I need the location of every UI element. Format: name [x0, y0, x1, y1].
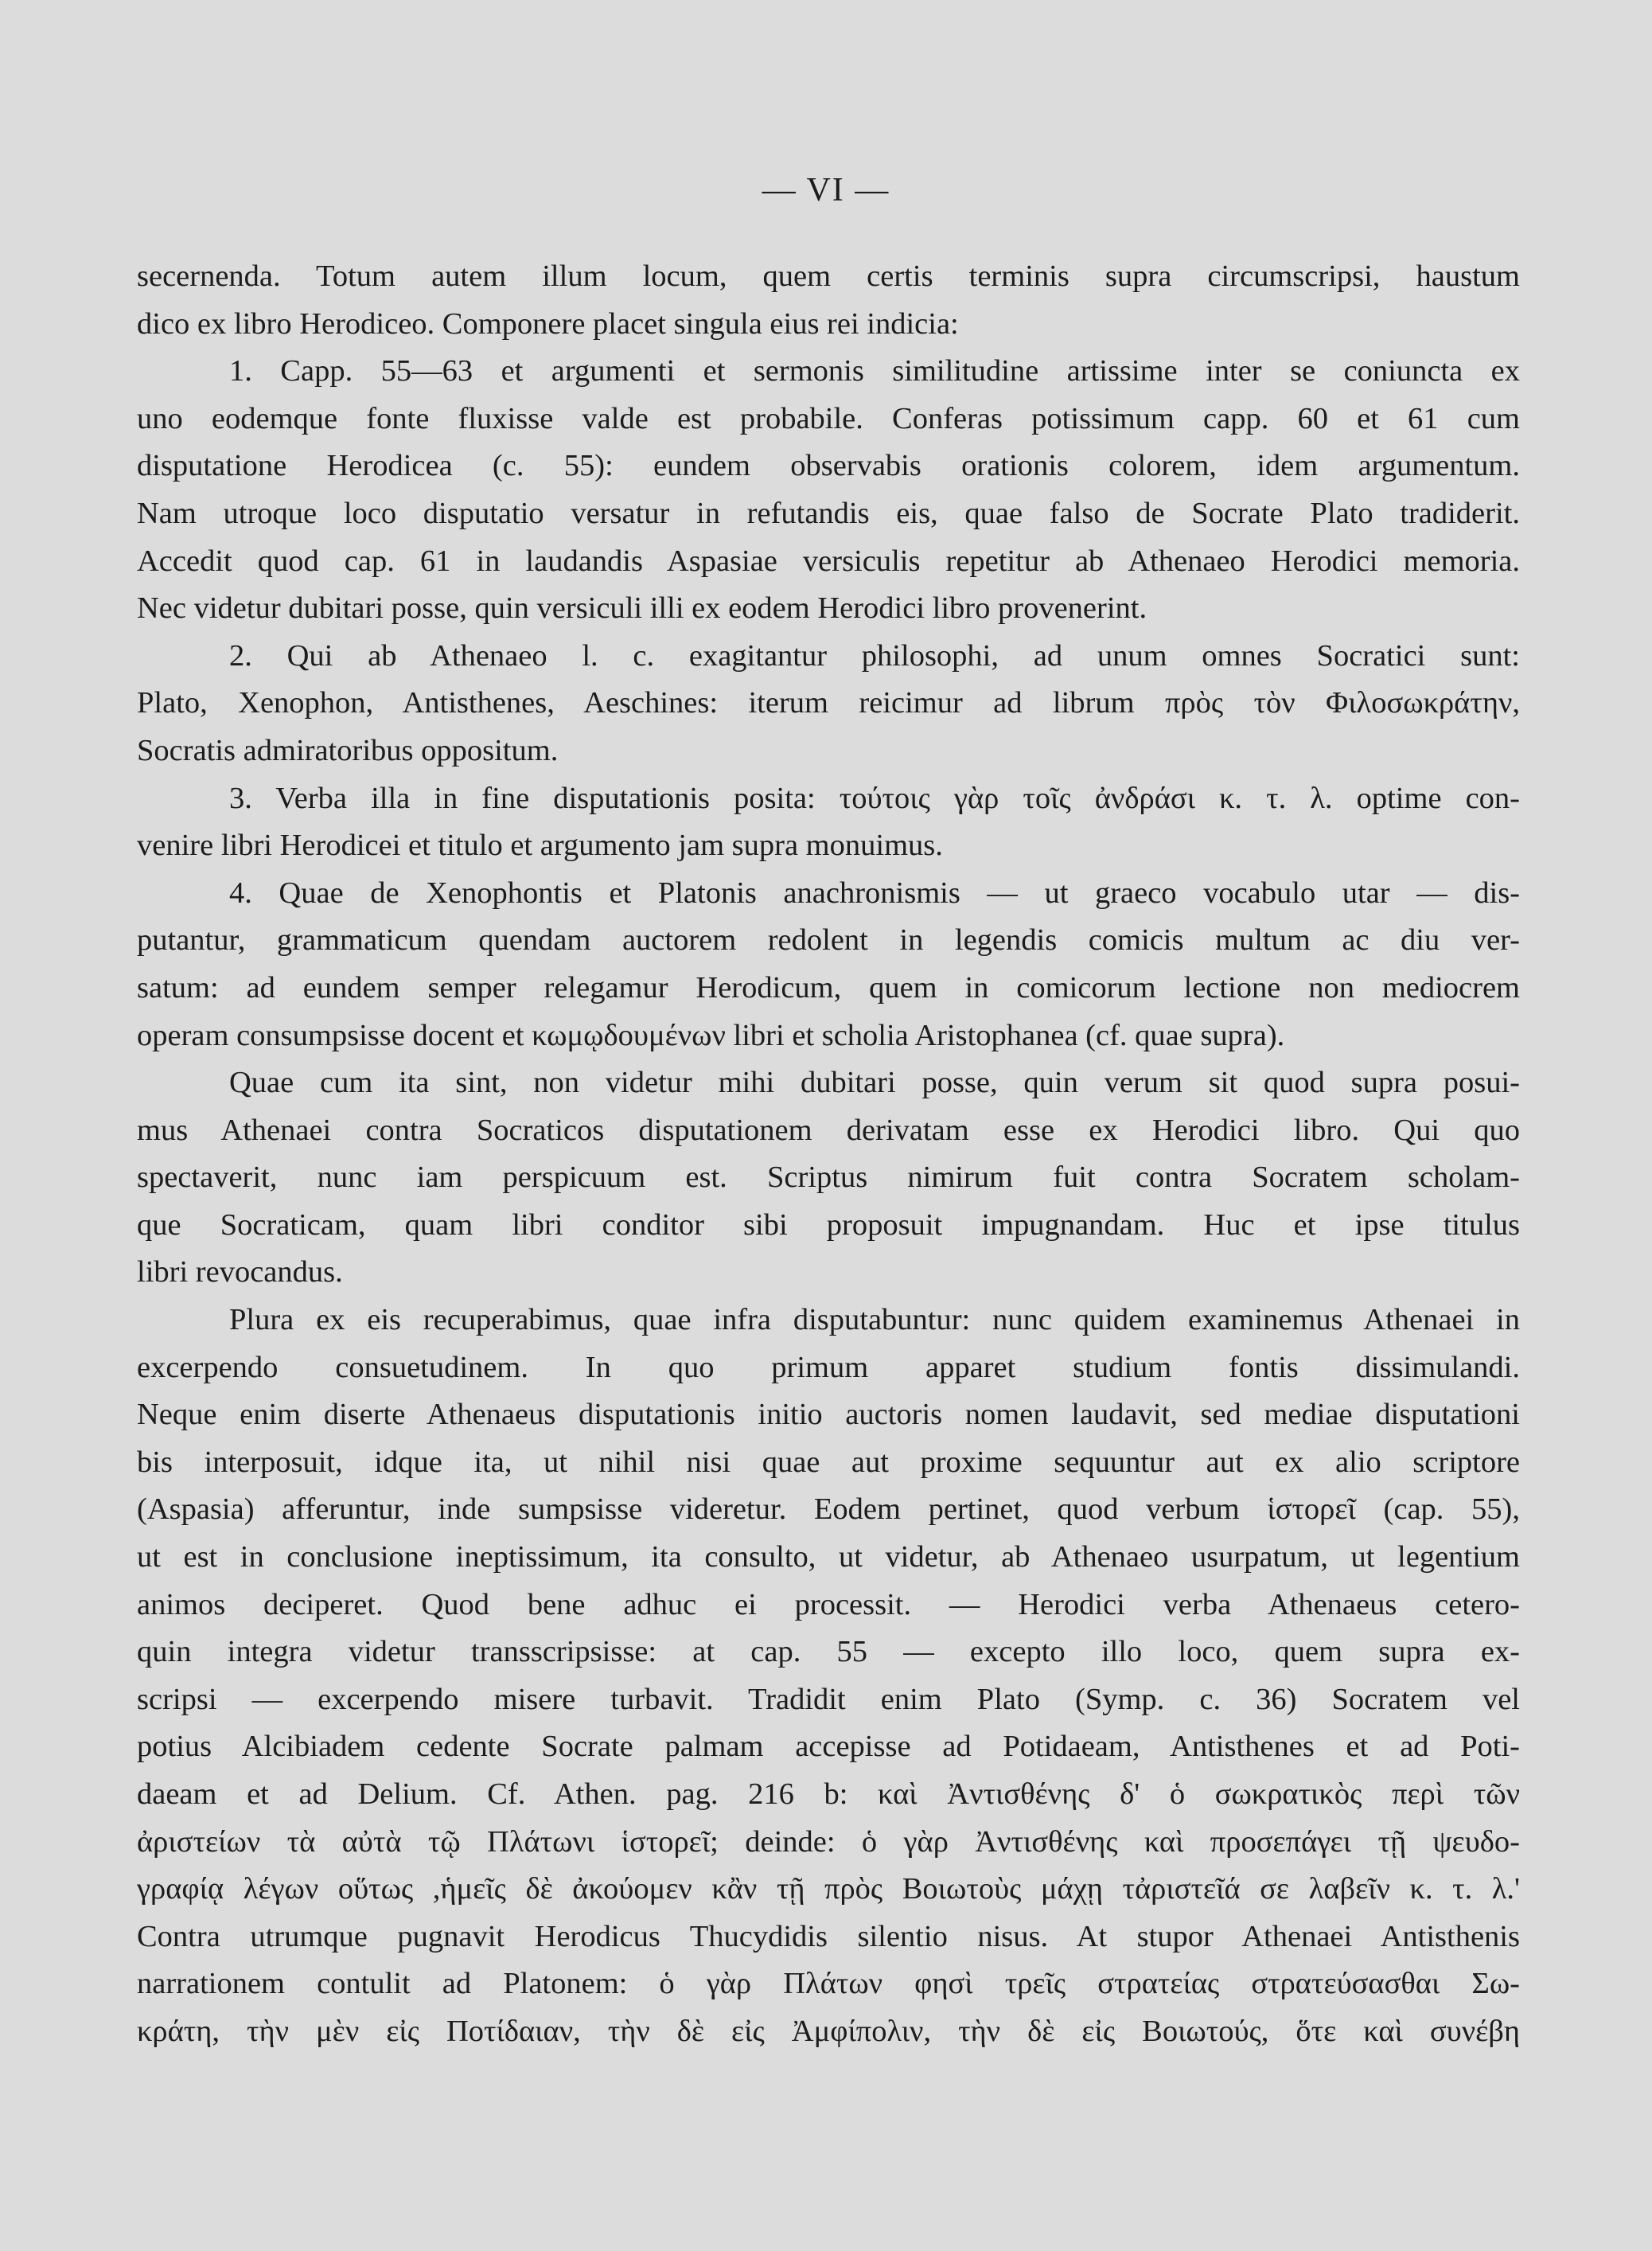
text-line: dico ex libro Herodiceo. Componere placet singula eius rei indicia:: [137, 306, 959, 341]
text-line: (Aspasia) afferuntur, inde sumpsisse videretur. Eodem pertinet, quod verbum ἱστορεῖ (cap. 55),: [137, 1492, 1520, 1527]
text-line: 3. Verba illa in fine disputationis posita: τούτοις γὰρ τοῖς ἀνδράσι κ. τ. λ. optime con-: [229, 781, 1520, 815]
text-line: excerpendo consuetudinem. In quo primum apparet studium fontis dissimulandi.: [137, 1350, 1520, 1384]
text-line: κράτη, τὴν μὲν εἰς Ποτίδαιαν, τὴν δὲ εἰς Ἀμφίπολιν, τὴν δὲ εἰς Βοιωτούς, ὅτε καὶ συνέβη: [137, 2014, 1520, 2048]
text-line: Contra utrumque pugnavit Herodicus Thucydidis silentio nisus. At stupor Athenaei Antisthenis: [137, 1919, 1520, 1953]
text-line: ut est in conclusione ineptissimum, ita consulto, ut videtur, ab Athenaeo usurpatum, ut legentium: [137, 1540, 1520, 1574]
text-line: Socratis admiratoribus oppositum.: [137, 733, 559, 767]
text-line: libri revocandus.: [137, 1255, 343, 1289]
text-line: Nam utroque loco disputatio versatur in refutandis eis, quae falso de Socrate Plato tradiderit.: [137, 496, 1520, 530]
text-line: mus Athenaei contra Socraticos disputationem derivatam esse ex Herodici libro. Qui quo: [137, 1113, 1520, 1147]
text-line: bis interposuit, idque ita, ut nihil nisi quae aut proxime sequuntur aut ex alio scriptore: [137, 1445, 1520, 1479]
text-line: 4. Quae de Xenophontis et Platonis anachronismis — ut graeco vocabulo utar — dis-: [229, 876, 1520, 910]
text-line: scripsi — excerpendo misere turbavit. Tradidit enim Plato (Symp. c. 36) Socratem vel: [137, 1682, 1520, 1716]
text-line: 2. Qui ab Athenaeo l. c. exagitantur philosophi, ad unum omnes Socratici sunt:: [229, 638, 1520, 673]
text-line: secernenda. Totum autem illum locum, quem certis terminis supra circumscripsi, haustum: [137, 259, 1520, 293]
text-line: venire libri Herodicei et titulo et argumento jam supra monuimus.: [137, 829, 943, 863]
text-line: spectaverit, nunc iam perspicuum est. Scriptus nimirum fuit contra Socratem scholam-: [137, 1161, 1520, 1195]
text-line: daeam et ad Delium. Cf. Athen. pag. 216 b: καὶ Ἀντισθένης δ' ὁ σωκρατικὸς περὶ τῶν: [137, 1777, 1520, 1811]
text-line: Neque enim diserte Athenaeus disputationis initio auctoris nomen laudavit, sed mediae disputationi: [137, 1398, 1520, 1432]
text-line: operam consumpsisse docent et κωμῳδουμένων libri et scholia Aristophanea (cf. quae supra).: [137, 1018, 1285, 1052]
body-text: [137, 253, 1520, 2056]
text-line: animos deciperet. Quod bene adhuc ei processit. — Herodici verba Athenaeus cetero-: [137, 1587, 1520, 1621]
text-line: Plato, Xenophon, Antisthenes, Aeschines: iterum reicimur ad librum πρὸς τὸν Φιλοσωκράτην,: [137, 686, 1520, 720]
text-line: putantur, grammaticum quendam auctorem redolent in legendis comicis multum ac diu ver-: [137, 923, 1520, 958]
text-line: potius Alcibiadem cedente Socrate palmam accepisse ad Potidaeam, Antisthenes et ad Poti-: [137, 1730, 1520, 1764]
text-line: Plura ex eis recuperabimus, quae infra disputabuntur: nunc quidem examinemus Athenaei in: [229, 1303, 1520, 1337]
text-line: 1. Capp. 55—63 et argumenti et sermonis similitudine artissime inter se coniuncta ex: [229, 354, 1520, 388]
text-line: Quae cum ita sint, non videtur mihi dubitari posse, quin verum sit quod supra posui-: [229, 1066, 1520, 1100]
text-line: satum: ad eundem semper relegamur Herodicum, quem in comicorum lectione non mediocrem: [137, 970, 1520, 1005]
text-line: disputatione Herodicea (c. 55): eundem observabis orationis colorem, idem argumentum.: [137, 449, 1520, 483]
text-line: Accedit quod cap. 61 in laudandis Aspasiae versiculis repetitur ab Athenaeo Herodici memoria.: [137, 544, 1520, 578]
text-line: Nec videtur dubitari posse, quin versiculi illi ex eodem Herodici libro provenerint.: [137, 591, 1147, 626]
text-line: uno eodemque fonte fluxisse valde est probabile. Conferas potissimum capp. 60 et 61 cum: [137, 401, 1520, 435]
text-line: narrationem contulit ad Platonem: ὁ γὰρ Πλάτων φησὶ τρεῖς στρατείας στρατεύσασθαι Σω-: [137, 1967, 1520, 2001]
text-line: quin integra videtur transscripsisse: at cap. 55 — excepto illo loco, quem supra ex-: [137, 1635, 1520, 1669]
page-number: — VI —: [762, 172, 890, 209]
text-line: γραφίᾳ λέγων οὕτως ,ἡμεῖς δὲ ἀκούομεν κἂν τῇ πρὸς Βοιωτοὺς μάχῃ τἀριστεῖά σε λαβεῖν κ. τ. λ.': [137, 1872, 1520, 1906]
text-line: ἀριστείων τὰ αὐτὰ τῷ Πλάτωνι ἱστορεῖ; deinde: ὁ γὰρ Ἀντισθένης καὶ προσεπάγει τῇ ψευδο-: [137, 1824, 1520, 1859]
text-line: que Socraticam, quam libri conditor sibi proposuit impugnandam. Huc et ipse titulus: [137, 1207, 1520, 1242]
